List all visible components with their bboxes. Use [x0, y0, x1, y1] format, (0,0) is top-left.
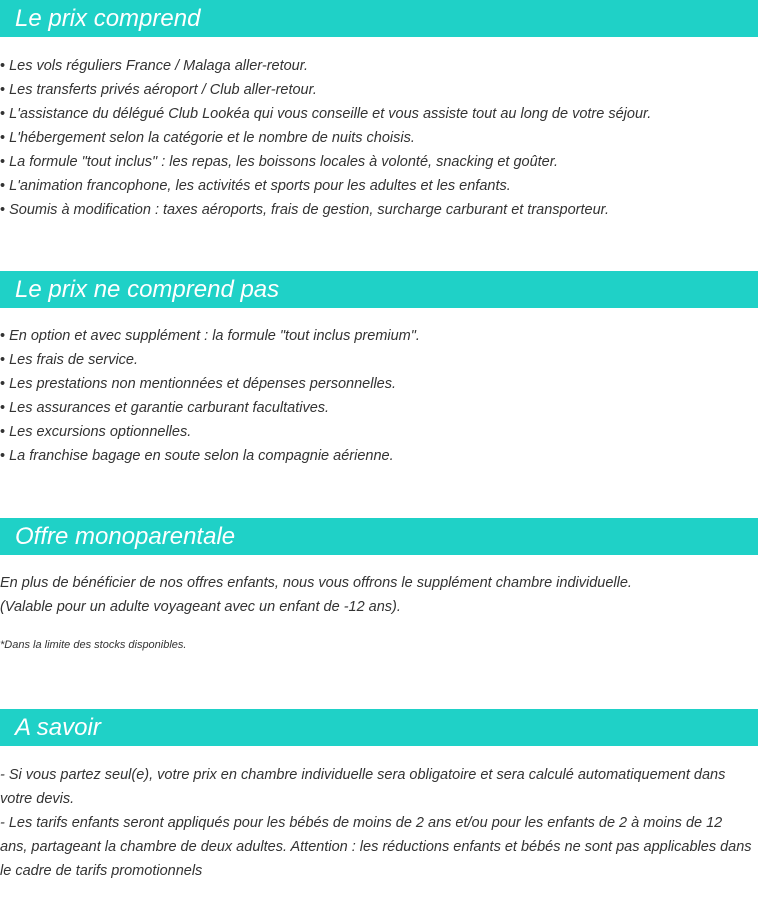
list-item: • Les transferts privés aéroport / Club aller-retour.: [0, 82, 317, 98]
section-price-excludes: [0, 271, 758, 468]
bullet-icon: •: [0, 400, 6, 416]
list-item: • L'assistance du délégué Club Lookéa qui vous conseille et vous assiste tout au long de votre séjour.: [0, 106, 652, 122]
list-item: • La formule "tout inclus" : les repas, les boissons locales à volonté, snacking et goûter.: [0, 154, 559, 170]
info-paragraph: - Si vous partez seul(e), votre prix en chambre individuelle sera obligatoire et sera calculé automatiquement dans votre devis.: [0, 767, 726, 807]
bullet-icon: •: [0, 352, 6, 368]
section-price-includes: [0, 0, 758, 222]
offer-line: (Valable pour un adulte voyageant avec un enfant de -12 ans).: [0, 599, 401, 615]
list-item: • Les prestations non mentionnées et dépenses personnelles.: [0, 376, 397, 392]
bullet-icon: •: [0, 58, 6, 74]
info-paragraph: - Les tarifs enfants seront appliqués pour les bébés de moins de 2 ans et/ou pour les enfants de 2 à moins de 12 ans, partageant la chambre de deux adultes. Attention : les réductions enfants et bébés ne sont pas applicables dans le cadre de tarifs promotionnels: [0, 815, 752, 879]
section-title: A savoir: [0, 709, 758, 746]
bullet-icon: •: [0, 448, 6, 464]
stock-note: *Dans la limite des stocks disponibles.: [0, 639, 187, 651]
list-item: • Les vols réguliers France / Malaga aller-retour.: [0, 58, 309, 74]
list-item: • Les frais de service.: [0, 352, 139, 368]
bullet-icon: •: [0, 154, 6, 170]
bullet-icon: •: [0, 328, 6, 344]
section-title: Le prix comprend: [0, 0, 758, 37]
list-item: • Soumis à modification : taxes aéroports, frais de gestion, surcharge carburant et transporteur.: [0, 202, 609, 218]
offer-line: En plus de bénéficier de nos offres enfants, nous vous offrons le supplément chambre individuelle.: [0, 575, 632, 591]
list-item: • L'hébergement selon la catégorie et le nombre de nuits choisis.: [0, 130, 415, 146]
section-single-parent-offer: [0, 518, 758, 652]
bullet-icon: •: [0, 106, 6, 122]
bullet-icon: •: [0, 130, 6, 146]
excluded-list: [0, 324, 758, 468]
section-title: Le prix ne comprend pas: [0, 271, 758, 308]
list-item: • Les assurances et garantie carburant facultatives.: [0, 400, 330, 416]
included-list: [0, 54, 758, 222]
list-item: • Les excursions optionnelles.: [0, 424, 192, 440]
bullet-icon: •: [0, 178, 6, 194]
list-item: • En option et avec supplément : la formule "tout inclus premium".: [0, 328, 420, 344]
list-item: • La franchise bagage en soute selon la compagnie aérienne.: [0, 448, 394, 464]
bullet-icon: •: [0, 424, 6, 440]
section-good-to-know: [0, 709, 758, 883]
bullet-icon: •: [0, 202, 6, 218]
bullet-icon: •: [0, 376, 6, 392]
list-item: • L'animation francophone, les activités et sports pour les adultes et les enfants.: [0, 178, 511, 194]
section-title: Offre monoparentale: [0, 518, 758, 555]
bullet-icon: •: [0, 82, 6, 98]
